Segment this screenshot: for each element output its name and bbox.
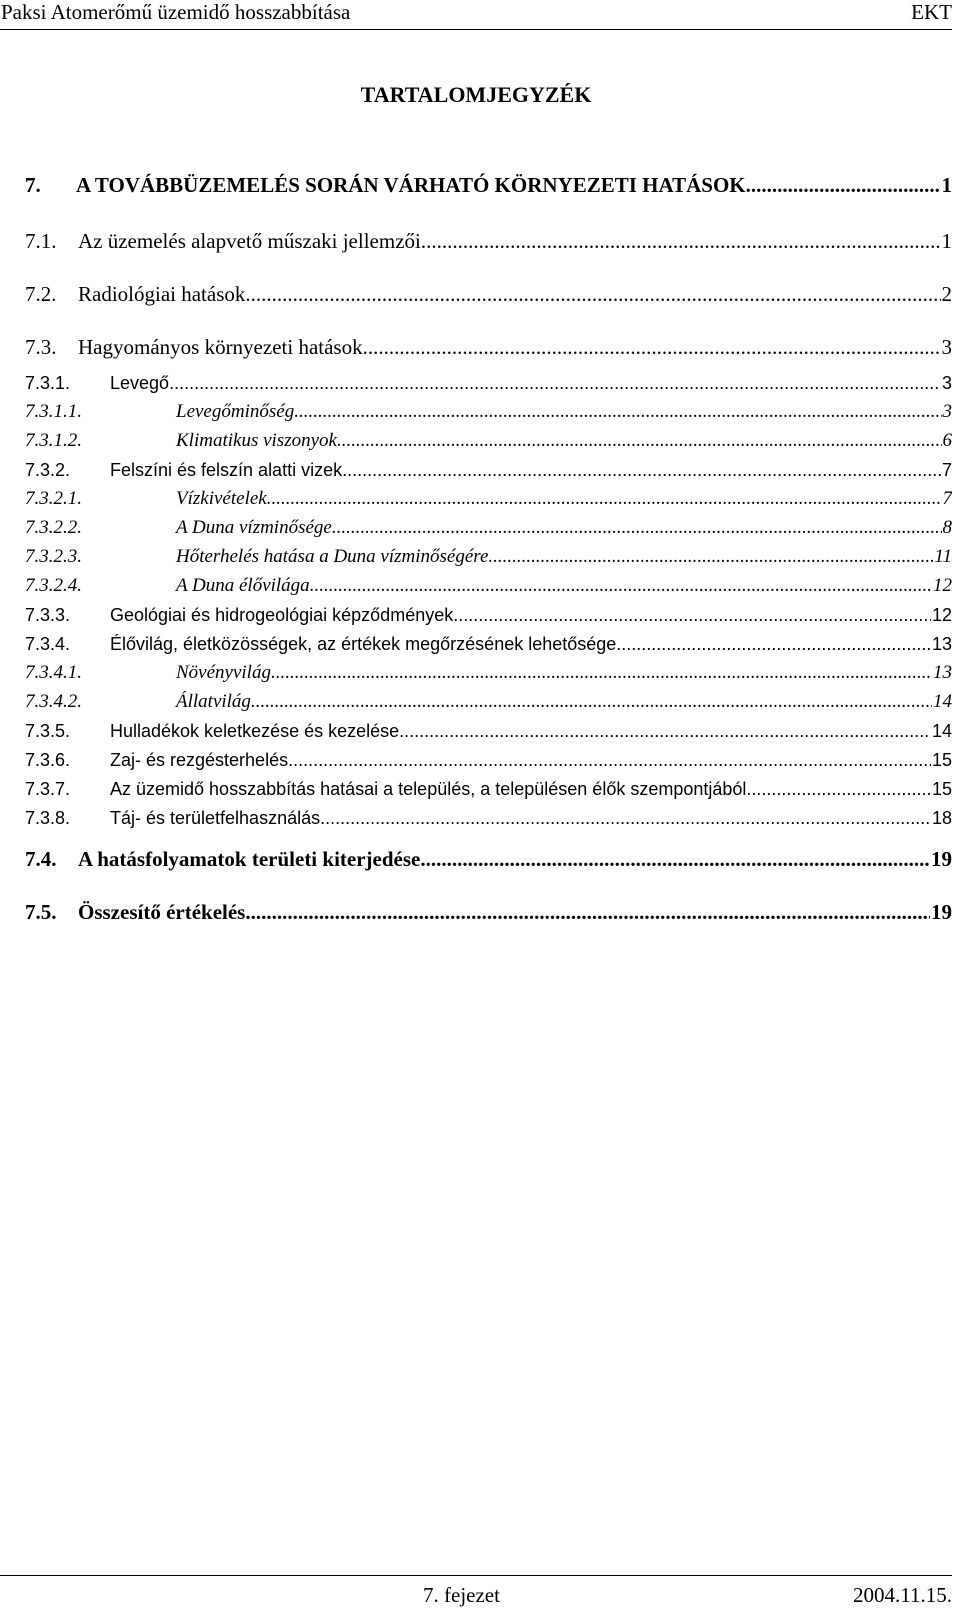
toc-entry-page: 12 [931, 605, 952, 625]
toc-entry-number: 7.3.2.4. [25, 575, 82, 596]
toc-entry-number: 7.3. [25, 335, 57, 359]
toc-dot-leader [267, 488, 942, 510]
toc-entry-title: Levegő [110, 373, 170, 393]
toc-entry-page: 12 [933, 575, 952, 596]
toc-entry-page: 15 [931, 779, 952, 799]
toc-dot-leader [294, 401, 941, 423]
toc-entry-title: A TOVÁBBÜZEMELÉS SORÁN VÁRHATÓ KÖRNYEZETI HATÁSOK [76, 173, 746, 197]
toc-entry-title: Összesítő értékelés [78, 900, 246, 924]
toc-entry-title: Zaj- és rezgésterhelés [110, 750, 289, 770]
toc-entry-subsection[interactable] [25, 778, 952, 800]
toc-entry-title: A Duna élővilága [176, 575, 310, 596]
toc-entry-number: 7.3.1. [25, 373, 71, 393]
toc-dot-leader [169, 372, 941, 394]
toc-entry-section[interactable] [25, 228, 952, 254]
toc-entry-number: 7.3.2.1. [25, 488, 82, 509]
toc-entry-title: Állatvilág [176, 691, 251, 712]
toc-entry-subsection[interactable] [25, 807, 952, 829]
toc-entry-page: 13 [933, 662, 952, 683]
toc-entry-page: 13 [931, 634, 952, 654]
toc-entry-subsubsection[interactable] [25, 517, 952, 539]
toc-entry-page: 14 [931, 721, 952, 741]
toc-entry-number: 7.3.4.1. [25, 662, 82, 683]
header-divider [0, 29, 952, 30]
toc-dot-leader [320, 807, 931, 829]
toc-entry-title: Hagyományos környezeti hatások [78, 335, 363, 359]
toc-entry-page: 18 [931, 808, 952, 828]
toc-entry-number: 7.3.1.2. [25, 430, 82, 451]
toc-entry-page: 1 [941, 173, 952, 197]
toc-entry-section[interactable] [25, 334, 952, 360]
toc-entry-title: A hatásfolyamatok területi kiterjedése [78, 847, 421, 871]
toc-dot-leader [245, 899, 930, 925]
toc-entry-number: 7.3.6. [25, 750, 71, 770]
toc-entry-number: 7.3.5. [25, 721, 71, 741]
footer-date: 2004.11.15. [853, 1583, 952, 1607]
toc-dot-leader [746, 778, 931, 800]
toc-entry-title: Az üzemelés alapvető műszaki jellemzői [78, 229, 421, 253]
toc-dot-leader [616, 633, 931, 655]
toc-dot-leader [421, 228, 941, 254]
toc-entry-number: 7.3.4.2. [25, 691, 82, 712]
toc-entry-title: Az üzemidő hosszabbítás hatásai a település, a településen élők szempontjából [110, 779, 747, 799]
toc-entry-subsubsection[interactable] [25, 691, 952, 713]
toc-dot-leader [746, 172, 941, 198]
toc-dot-leader [399, 720, 931, 742]
toc-entry-page: 3 [942, 401, 952, 422]
toc-entry-page: 7 [941, 460, 952, 480]
toc-entry-subsection[interactable] [25, 459, 952, 481]
toc-dot-leader [271, 662, 932, 684]
toc-entry-page: 15 [931, 750, 952, 770]
toc-entry-title: Élővilág, életközösségek, az értékek megőrzésének lehetősége [110, 634, 617, 654]
toc-entry-page: 11 [934, 546, 952, 567]
toc-entry-section[interactable] [25, 281, 952, 307]
toc-entry-title: Hulladékok keletkezése és kezelése [110, 721, 400, 741]
footer-divider [0, 1575, 952, 1576]
toc-entry-number: 7.4. [25, 847, 57, 871]
toc-entry-section[interactable] [25, 846, 952, 872]
toc-entry-subsubsection[interactable] [25, 546, 952, 568]
toc-entry-page: 14 [933, 691, 952, 712]
toc-dot-leader [453, 604, 931, 626]
toc-entry-title: Felszíni és felszín alatti vizek [110, 460, 343, 480]
toc-dot-leader [488, 546, 933, 568]
toc-entry-page: 19 [931, 847, 952, 871]
toc-dot-leader [332, 517, 942, 539]
toc-entry-chapter[interactable] [25, 172, 952, 198]
toc-title: TARTALOMJEGYZÉK [360, 82, 592, 107]
toc-dot-leader [337, 430, 942, 452]
toc-entry-title: Hőterhelés hatása a Duna vízminőségére [176, 546, 489, 567]
toc-dot-leader [342, 459, 941, 481]
toc-entry-title: Vízkivételek [176, 488, 267, 509]
toc-entry-subsection[interactable] [25, 372, 952, 394]
toc-entry-number: 7.3.1.1. [25, 401, 82, 422]
toc-entry-subsection[interactable] [25, 720, 952, 742]
toc-entry-subsubsection[interactable] [25, 575, 952, 597]
toc-entry-title: Geológiai és hidrogeológiai képződmények [110, 605, 454, 625]
toc-entry-title: A Duna vízminősége [176, 517, 332, 538]
toc-entry-number: 7.3.2.2. [25, 517, 82, 538]
toc-entry-number: 7.3.4. [25, 634, 71, 654]
toc-dot-leader [310, 575, 932, 597]
footer-chapter: 7. fejezet [423, 1583, 500, 1607]
toc-entry-number: 7.3.3. [25, 605, 71, 625]
toc-entry-page: 1 [941, 229, 952, 253]
toc-entry-page: 2 [941, 282, 952, 306]
toc-entry-subsubsection[interactable] [25, 488, 952, 510]
toc-dot-leader [420, 846, 930, 872]
toc-entry-subsubsection[interactable] [25, 430, 952, 452]
toc-entry-page: 7 [942, 488, 952, 509]
toc-entry-subsubsection[interactable] [25, 401, 952, 423]
toc-entry-number: 7.3.2.3. [25, 546, 82, 567]
toc-entry-page: 8 [942, 517, 952, 538]
toc-entry-page: 3 [941, 373, 952, 393]
toc-entry-subsubsection[interactable] [25, 662, 952, 684]
toc-entry-subsection[interactable] [25, 749, 952, 771]
header-abbreviation: EKT [911, 0, 952, 24]
toc-entry-page: 6 [942, 430, 952, 451]
toc-dot-leader [251, 691, 932, 713]
toc-entry-number: 7.2. [25, 282, 57, 306]
toc-entry-number: 7.3.8. [25, 808, 71, 828]
toc-entry-number: 7.3.2. [25, 460, 71, 480]
toc-entry-title: Levegőminőség [176, 401, 295, 422]
toc-entry-number: 7.3.7. [25, 779, 71, 799]
toc-entry-title: Klimatikus viszonyok [176, 430, 337, 451]
toc-entry-title: Növényvilág [176, 662, 271, 683]
page-header [0, 0, 952, 24]
header-document-title: Paksi Atomerőmű üzemidő hosszabbítása [1, 0, 351, 24]
toc-dot-leader [245, 281, 940, 307]
toc-entry-subsection[interactable] [25, 633, 952, 655]
toc-entry-title: Táj- és területfelhasználás [110, 808, 321, 828]
toc-entry-page: 3 [941, 335, 952, 359]
toc-entry-number: 7.1. [25, 229, 57, 253]
toc-entry-section[interactable] [25, 899, 952, 925]
toc-entry-number: 7. [25, 173, 41, 197]
toc-entry-title: Radiológiai hatások [78, 282, 246, 306]
toc-entry-subsection[interactable] [25, 604, 952, 626]
toc-entry-page: 19 [931, 900, 952, 924]
toc-dot-leader [288, 749, 931, 771]
toc-dot-leader [363, 334, 941, 360]
toc-entry-number: 7.5. [25, 900, 57, 924]
